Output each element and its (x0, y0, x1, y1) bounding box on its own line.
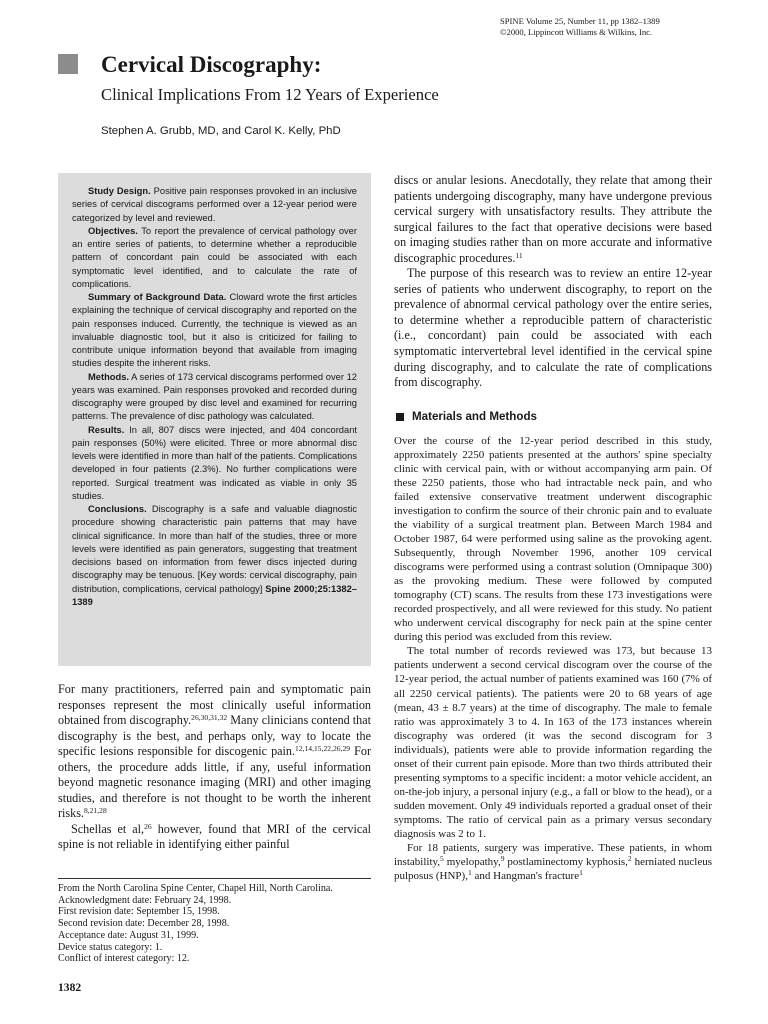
article-subtitle: Clinical Implications From 12 Years of Experience (101, 85, 439, 104)
article-title: Cervical Discography: (101, 52, 322, 77)
section-heading-text: Materials and Methods (412, 409, 537, 423)
abstract-label: Conclusions. (88, 504, 147, 514)
abstract-label: Objectives. (88, 225, 138, 236)
body-text: Many clinicians contend that discography is the best, and perhaps only, way to locate the specific lesions responsible for discogenic pain. (58, 713, 371, 759)
article-authors: Stephen A. Grubb, MD, and Carol K. Kelly, PhD (101, 125, 341, 137)
section-heading-materials-methods (394, 410, 712, 424)
abstract-conclusions (72, 503, 357, 609)
abstract-objectives (72, 225, 357, 291)
right-column-body (394, 173, 712, 883)
abstract-label: Summary of Background Data. (88, 292, 227, 302)
abstract-text: Positive pain responses provoked in an inclusive series of cervical discograms performed over a 12-year period were categorized by level and reviewed. (72, 186, 357, 223)
citation-ref: 8,21,28 (83, 806, 107, 816)
body-text: For many practitioners, referred pain and symptomatic pain responses represent the most clinically useful information obtained from discography. (58, 682, 371, 728)
abstract-text: In all, 807 discs were injected, and 404 concordant pain responses (50%) were elicited. Three or more abnormal disc levels were identified in more than half of the patients. Complications developed in four patients (2.3%). No further complications were reported. Surgical treatment was indicated as viable in only 35 studies. (72, 424, 357, 501)
body-text: Schellas et al, (71, 821, 145, 836)
citation-ref: 26,30,31,32 (191, 713, 228, 723)
citation-ref: 5 (440, 854, 444, 864)
abstract-text: A series of 173 cervical discograms performed over 12 years was examined. Pain responses provoked and recorded during discography were grouped by disc level and examined for recurring patterns. The prevalence of disc pathology was calculated. (72, 371, 357, 422)
body-text: however, found that MRI of the cervical spine is not reliable in identifying either painful (58, 821, 372, 852)
citation-ref: 1 (467, 868, 472, 878)
body-text: myelopathy, (443, 856, 501, 869)
abstract-citation: Spine 2000;25:1382–1389 (72, 583, 357, 607)
section-marker-square (396, 413, 404, 421)
copyright-line: ©2000, Lippincott Williams & Wilkins, Inc. (500, 26, 653, 37)
footnote-line: From the North Carolina Spine Center, Chapel Hill, North Carolina. (58, 883, 333, 894)
body-text: and Hangman's fracture (471, 870, 580, 883)
abstract-text: To report the prevalence of cervical pathology over an entire series of patients, to determine whether a reproducible pattern of concordant pain could be associated with each symptomatic level identified, and to calculate the rate of complications. (72, 225, 357, 289)
footnote-line: First revision date: September 15, 1998. (58, 906, 220, 918)
abstract-label: Results. (88, 424, 125, 435)
footnote-divider (58, 878, 371, 879)
body-paragraph (394, 173, 712, 266)
abstract-box (58, 173, 371, 666)
abstract-methods (72, 371, 357, 424)
footnote-line: Second revision date: December 28, 1998. (58, 918, 230, 930)
abstract-study-design (72, 185, 357, 225)
body-text: discs or anular lesions. Anecdotally, they relate that among their patients undergoing discography, many have undergone previous cervical surgery with unsatisfactory results. They attribute the surgical failures to the fact that operative decisions were based on imaging studies rather than on more accurate and informative discographic procedures. (394, 173, 712, 265)
left-column-body (58, 682, 371, 853)
journal-info (500, 16, 730, 37)
body-text: For 18 patients, surgery was imperative. These patients, in whom instability, (394, 842, 712, 869)
abstract-label: Study Design. (88, 186, 151, 196)
footnote-line: Device status category: 1. (58, 941, 163, 953)
body-paragraph (58, 682, 371, 822)
citation-ref: 1 (579, 868, 583, 878)
abstract-text: Cloward wrote the first articles explaining the technique of cervical discography and reported on the pain responses induced. Currently, the technique is viewed as an invaluable diagnostic tool, but it also is criticized for failing to contribute unique information beyond that available from imaging studies despite the inherent risks. (72, 292, 357, 369)
abstract-results (72, 424, 357, 504)
citation-ref: 11 (515, 250, 523, 260)
citation-ref: 26 (144, 821, 152, 831)
body-text: postlaminectomy kyphosis, (504, 856, 628, 869)
title-marker-square (58, 54, 78, 74)
citation-ref: 2 (627, 854, 632, 864)
footnote-line: Acknowledgment date: February 24, 1998. (58, 894, 232, 906)
footnote-line: Acceptance date: August 31, 1999. (58, 929, 199, 941)
footnote-line: Conflict of interest category: 12. (58, 953, 190, 965)
citation-ref: 9 (500, 854, 505, 864)
body-paragraph (394, 841, 712, 883)
footnotes (58, 883, 378, 965)
body-text: For others, the procedure adds little, if any, useful information beyond magnetic resonance imaging (MRI) and other imaging studies, and therefore is not thought to be worth the inherent risks. (58, 744, 371, 821)
journal-line: SPINE Volume 25, Number 11, pp 1382–1389 (500, 16, 660, 26)
body-paragraph: The total number of records reviewed was 173, but because 13 patients underwent a second cervical discogram over the course of the 12-year period, the actual number of patients examined was 160 (7% of all 2250 cervical patients). The patients were 20 to 68 years of age (mean, 43 ± 8.7 years) at the time of discography. The male to female ratio was approximately 3 to 4. In 163 of the 173 instances wherein discography was ordered (it was the second discogram for 3 individuals), patients were able to provide information regarding the onset of their current pain episode. More than two thirds attributed their presenting symptoms to a specific incident: a motor vehicle accident, an on-the-job injury, a personal injury (e.g., a fall or blow to the head), or a sudden movement. Only 49 individuals reported a gradual onset of their symptoms. The ratio of cervical pain as a primary versus secondary diagnosis was 2 to 1. (394, 645, 712, 840)
abstract-background (72, 291, 357, 371)
body-paragraph (58, 822, 371, 853)
body-paragraph: The purpose of this research was to review an entire 12-year series of patients who underwent discography, to report on the prevalence of abnormal cervical pathology over the entire series, to determine whether a reproducible pattern of characteristic (i.e., concordant) pain could be associated with each symptomatic intervertebral level identified in the cervical spine during discography, and to calculate the rate of complications from discography. (394, 266, 712, 390)
body-text: herniated nucleus pulposus (HNP), (394, 856, 712, 883)
methods-text (394, 434, 712, 884)
abstract-label: Methods. (88, 371, 130, 382)
abstract-text: Discography is a safe and valuable diagnostic procedure showing characteristic pain patterns that may have clinical significance. In more than half of the studies, three or more levels were identified as pain generators, suggesting that treatment decisions based on information from fewer discs injected during discography may be tenuous. [Key words: cervical discography, pain distribution, complications, cervical pathology] (72, 504, 357, 594)
citation-ref: 12,14,15,22,26,29 (295, 744, 351, 754)
body-paragraph: Over the course of the 12-year period described in this study, approximately 2250 patients presented at the authors' spine specialty clinic with cervical pain, with or without accompanying arm pain. Of these 2250 patients, those who had intractable neck pain, and who failed extensive conservative treatment underwent discographic investigation to confirm the source of their chronic pain and to evaluate the viability of a surgical treatment plan. Between March 1984 and October 1987, 64 were performed using saline as the provoking agent. Subsequently, through November 1996, another 109 cervical discograms were performed using a contrast solution (Omnipaque 300) as the provoking medium. These were followed by computed tomography (CT) scans. The results from these 173 investigations were recorded prospectively, and all were reviewed for this study. No patient who underwent cervical discography for neck pain at the spine center during this period was excluded from this review. (394, 434, 712, 644)
page-number: 1382 (58, 981, 82, 994)
